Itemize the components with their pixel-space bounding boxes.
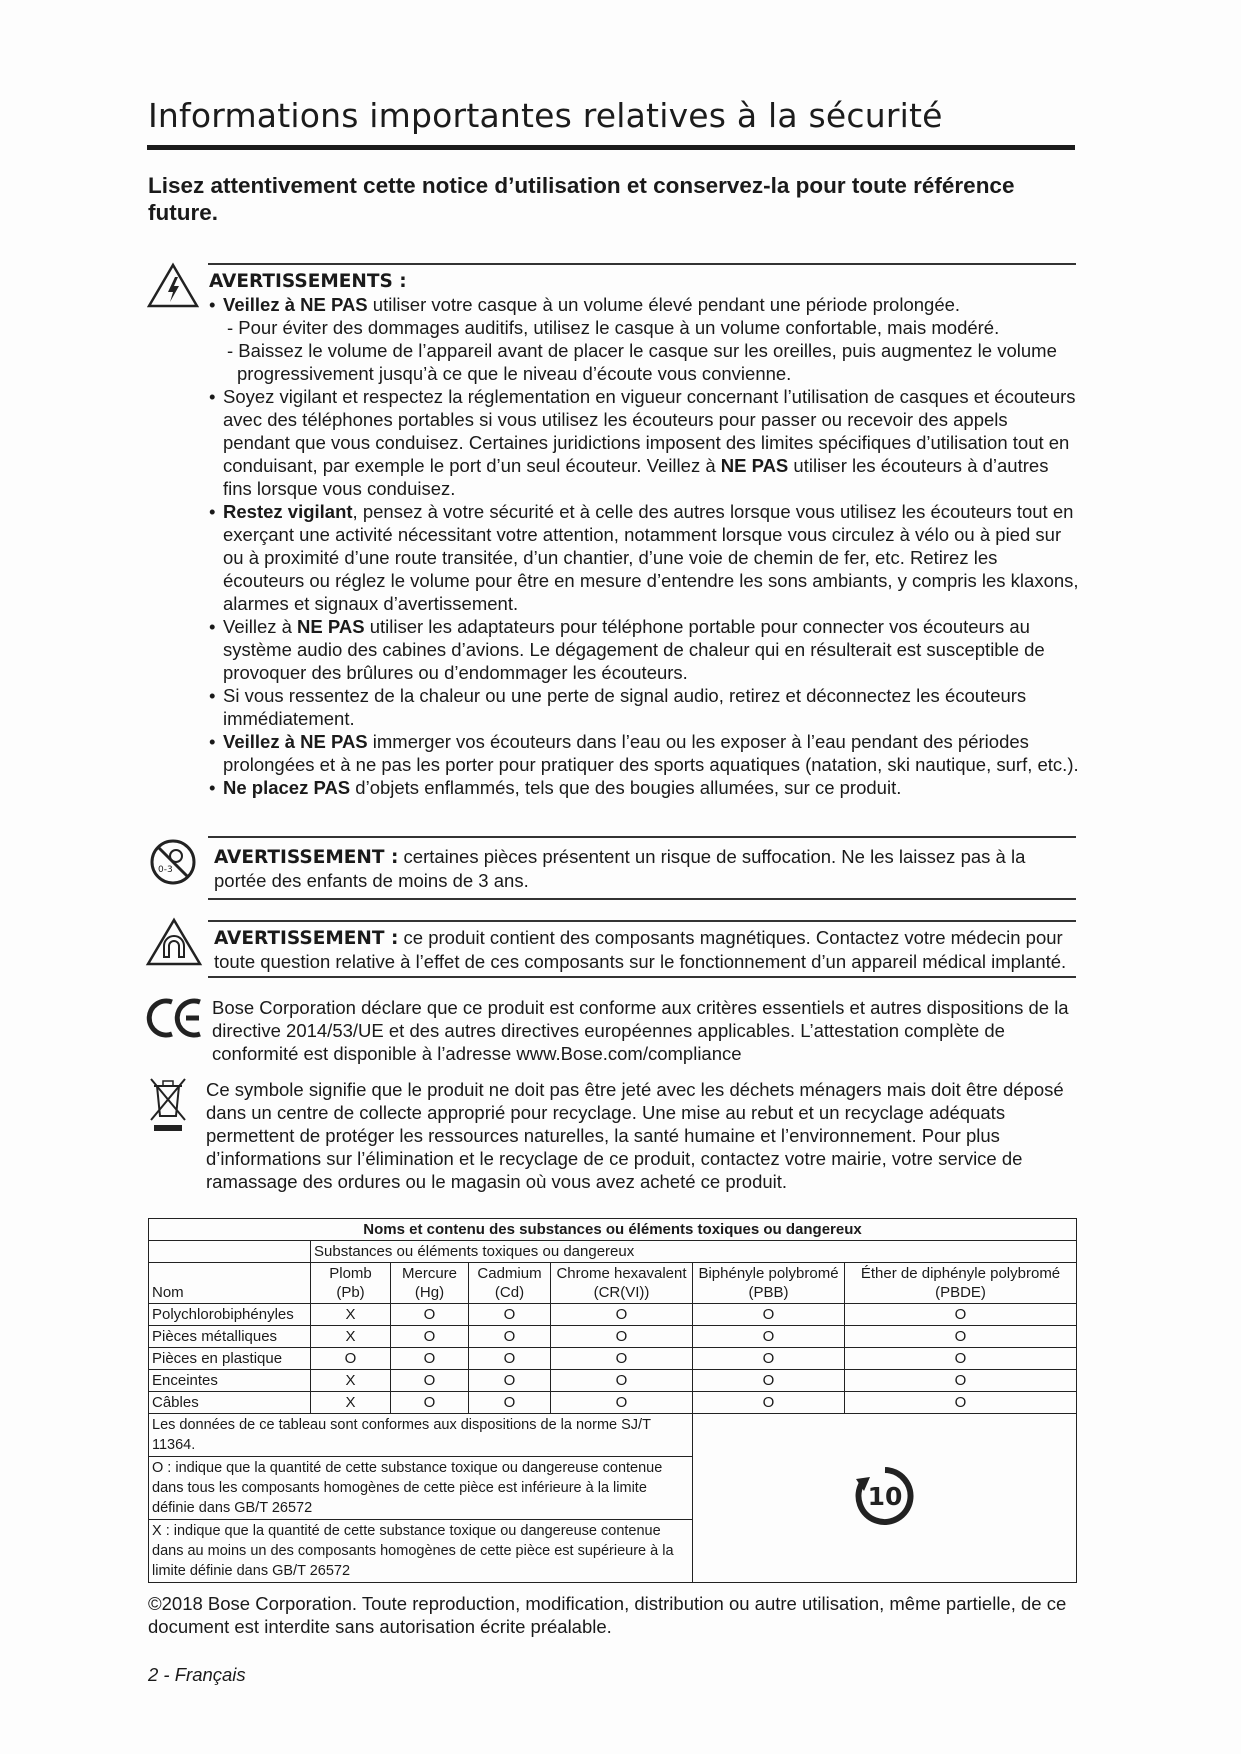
table-title: Noms et contenu des substances ou éléments toxiques ou dangereux — [149, 1219, 1077, 1241]
table-note: O : indique que la quantité de cette substance toxique ou dangereuse contenue dans tous les composants homogènes de cette pièce est inférieure à la limite définie dans GB/T 26572 — [149, 1457, 693, 1520]
table-row-label: Pièces métalliques — [149, 1326, 311, 1348]
warning-item — [209, 615, 1079, 684]
choking-hazard-icon — [149, 838, 197, 886]
table-row — [149, 1219, 1077, 1241]
table-cell: O — [845, 1348, 1077, 1370]
table-cell: O — [551, 1348, 693, 1370]
warning-text: d’objets enflammés, tels que des bougies allumées, sur ce produit. — [350, 777, 902, 798]
table-note: Les données de ce tableau sont conformes aux dispositions de la norme SJ/T 11364. — [149, 1414, 693, 1457]
table-cell: O — [693, 1304, 845, 1326]
page-footer: 2 - Français — [148, 1664, 246, 1685]
warning-emphasis: Veillez à NE PAS — [223, 294, 368, 315]
warning-subitem: - Pour éviter des dommages auditifs, utilisez le casque à un volume confortable, mais modéré. — [227, 317, 1000, 338]
table-row — [149, 1392, 1077, 1414]
warning-item — [209, 776, 1079, 799]
table-row — [149, 1370, 1077, 1392]
table-cell: O — [391, 1370, 469, 1392]
warning-item — [209, 500, 1079, 615]
table-cell: O — [391, 1326, 469, 1348]
warning-item — [209, 730, 1079, 776]
ce-declaration: Bose Corporation déclare que ce produit est conforme aux critères essentiels et autres dispositions de la directive 2014/53/UE et des autres directives européennes applicables. L’attestation complète de conformité est disponible à l’adresse www.Bose.com/compliance — [212, 997, 1069, 1064]
warning-magnet — [214, 926, 1078, 973]
table-cell: O — [469, 1326, 551, 1348]
table-row — [149, 1414, 1077, 1457]
table-cell: O — [845, 1370, 1077, 1392]
table-cell: O — [391, 1304, 469, 1326]
electric-shock-warning-icon — [147, 262, 199, 308]
warning-text: immerger vos écouteurs dans l’eau ou les exposer à l’eau pendant des périodes prolongées et à ne pas les porter pour pratiquer des sports aquatiques (natation, ski nautique, surf, etc.). — [223, 731, 1079, 775]
warning-text: utiliser votre casque à un volume élevé pendant une période prolongée. — [367, 294, 961, 315]
table-cell: O — [845, 1326, 1077, 1348]
table-row-label: Enceintes — [149, 1370, 311, 1392]
table-group-header: Substances ou éléments toxiques ou dangereux — [311, 1241, 1077, 1263]
divider — [208, 263, 1076, 265]
divider — [208, 920, 1076, 922]
divider — [208, 836, 1076, 838]
copyright-notice: ©2018 Bose Corporation. Toute reproduction, modification, distribution ou autre utilisation, même partielle, de ce document est interdite sans autorisation écrite préalable. — [148, 1593, 1067, 1637]
warning-emphasis: Ne placez PAS — [223, 777, 351, 798]
magnetic-warning-icon — [145, 917, 203, 967]
svg-text:10: 10 — [867, 1481, 902, 1511]
table-cell: O — [693, 1392, 845, 1414]
table-cell: O — [693, 1348, 845, 1370]
table-header-row — [149, 1263, 1077, 1304]
table-cell: O — [551, 1304, 693, 1326]
table-header: Éther de diphényle polybromé (PBDE) — [845, 1263, 1077, 1304]
table-cell: O — [693, 1370, 845, 1392]
table-row — [149, 1326, 1077, 1348]
warning-choking — [214, 845, 1078, 892]
svg-text:0-3: 0-3 — [158, 865, 173, 875]
table-note: X : indique que la quantité de cette substance toxique ou dangereuse contenue dans au moins un des composants homogènes de cette pièce est supérieure à la limite définie dans GB/T 26572 — [149, 1520, 693, 1583]
substances-table — [148, 1218, 1077, 1583]
table-row — [149, 1348, 1077, 1370]
table-cell: O — [391, 1392, 469, 1414]
table-cell: X — [311, 1304, 391, 1326]
warning-text: Veillez à — [223, 616, 298, 637]
warning-emphasis: Veillez à NE PAS — [223, 731, 368, 752]
warning-text: Soyez vigilant et respectez la réglementation en vigueur concernant l’utilisation de casques et écouteurs avec des téléphones portables si vous utilisez les écouteurs pour passer ou recevoir des appels pendant que vous conduisez. Certaines juridictions imposent des limites spécifiques d’utilisation tout en conduisant, par exemple le port d’un seul écouteur. Veillez à — [223, 386, 1076, 476]
table-cell: O — [551, 1370, 693, 1392]
warnings-heading: AVERTISSEMENTS : — [209, 271, 407, 292]
epup-10-icon — [854, 1465, 916, 1527]
warnings-main — [209, 270, 1079, 799]
table-cell — [149, 1241, 311, 1263]
table-cell: O — [311, 1348, 391, 1370]
table-cell: O — [391, 1348, 469, 1370]
table-cell: O — [469, 1370, 551, 1392]
table-row — [149, 1241, 1077, 1263]
table-header: Chrome hexavalent (CR(VI)) — [551, 1263, 693, 1304]
ce-mark-icon — [146, 996, 206, 1040]
table-row-label: Pièces en plastique — [149, 1348, 311, 1370]
table-cell: X — [311, 1326, 391, 1348]
table-cell: X — [311, 1392, 391, 1414]
divider — [208, 976, 1076, 978]
table-cell: O — [469, 1392, 551, 1414]
table-cell: O — [845, 1304, 1077, 1326]
table-cell: O — [551, 1326, 693, 1348]
warning-text: utiliser les adaptateurs pour téléphone portable pour connecter vos écouteurs au système audio des cabines d’avions. Le dégagement de chaleur qui en résulterait est susceptible de provoquer des brûlures ou d’endommager les écouteurs. — [223, 616, 1045, 683]
table-row-label: Polychlorobiphényles — [149, 1304, 311, 1326]
warning-item — [209, 385, 1079, 500]
table-header: Plomb (Pb) — [311, 1263, 391, 1304]
table-header: Mercure (Hg) — [391, 1263, 469, 1304]
warning-text: certaines pièces présentent un risque de suffocation. Ne les laissez pas à la portée des enfants de moins de 3 ans. — [214, 846, 1026, 891]
warning-emphasis: NE PAS — [297, 616, 365, 637]
table-row-label: Câbles — [149, 1392, 311, 1414]
divider — [208, 898, 1076, 900]
warning-item — [209, 293, 1079, 385]
warning-text: , pensez à votre sécurité et à celle des autres lorsque vous utilisez les écouteurs tout en exerçant une activité nécessitant votre attention, notamment lorsque vous circulez à vélo ou à pied sur ou à proximité d’une route transitée, d’un chantier, d’une voie de chemin de fer, etc. Retirez les écouteurs ou réglez le volume pour être en mesure d’entendre les sons ambiants, y compris les klaxons, alarmes et signaux d’avertissement. — [223, 501, 1079, 614]
table-header: Biphényle polybromé (PBB) — [693, 1263, 845, 1304]
warning-emphasis: Restez vigilant — [223, 501, 353, 522]
table-cell: O — [845, 1392, 1077, 1414]
warning-text: ce produit contient des composants magnétiques. Contactez votre médecin pour toute question relative à l’effet de ces composants sur le fonctionnement d’un appareil médical implanté. — [214, 927, 1067, 972]
table-cell: O — [551, 1392, 693, 1414]
table-cell: X — [311, 1370, 391, 1392]
warning-subitem: - Baissez le volume de l’appareil avant de placer le casque sur les oreilles, puis augmentez le volume progressivement jusqu’à ce que le niveau d’écoute vous convienne. — [227, 340, 1057, 384]
title-rule — [147, 145, 1075, 150]
warning-heading: AVERTISSEMENT : — [214, 928, 399, 949]
table-row — [149, 1304, 1077, 1326]
table-cell: O — [693, 1326, 845, 1348]
warning-heading: AVERTISSEMENT : — [214, 847, 399, 868]
table-header: Cadmium (Cd) — [469, 1263, 551, 1304]
page-title: Informations importantes relatives à la sécurité — [148, 96, 943, 135]
warning-text: utiliser les écouteurs à d’autres fins lorsque vous conduisez. — [223, 455, 1049, 499]
table-cell: O — [469, 1348, 551, 1370]
weee-bin-icon — [148, 1076, 188, 1132]
epup-logo-cell — [693, 1414, 1077, 1583]
page-subtitle: Lisez attentivement cette notice d’utilisation et conservez-la pour toute référence future. — [148, 173, 1015, 225]
table-header-name: Nom — [149, 1263, 311, 1304]
warning-item: • Si vous ressentez de la chaleur ou une perte de signal audio, retirez et déconnectez les écouteurs immédiatement. — [209, 684, 1079, 730]
table-cell: O — [469, 1304, 551, 1326]
warning-emphasis: NE PAS — [720, 455, 789, 476]
weee-notice: Ce symbole signifie que le produit ne doit pas être jeté avec les déchets ménagers mais doit être déposé dans un centre de collecte approprié pour recyclage. Une mise au rebut et un recyclage adéquats permettent de protéger les ressources naturelles, la santé humaine et l’environnement. Pour plus d’informations sur l’élimination et le recyclage de ce produit, contactez votre mairie, votre service de ramassage des ordures ou le magasin où vous avez acheté ce produit. — [206, 1079, 1064, 1192]
